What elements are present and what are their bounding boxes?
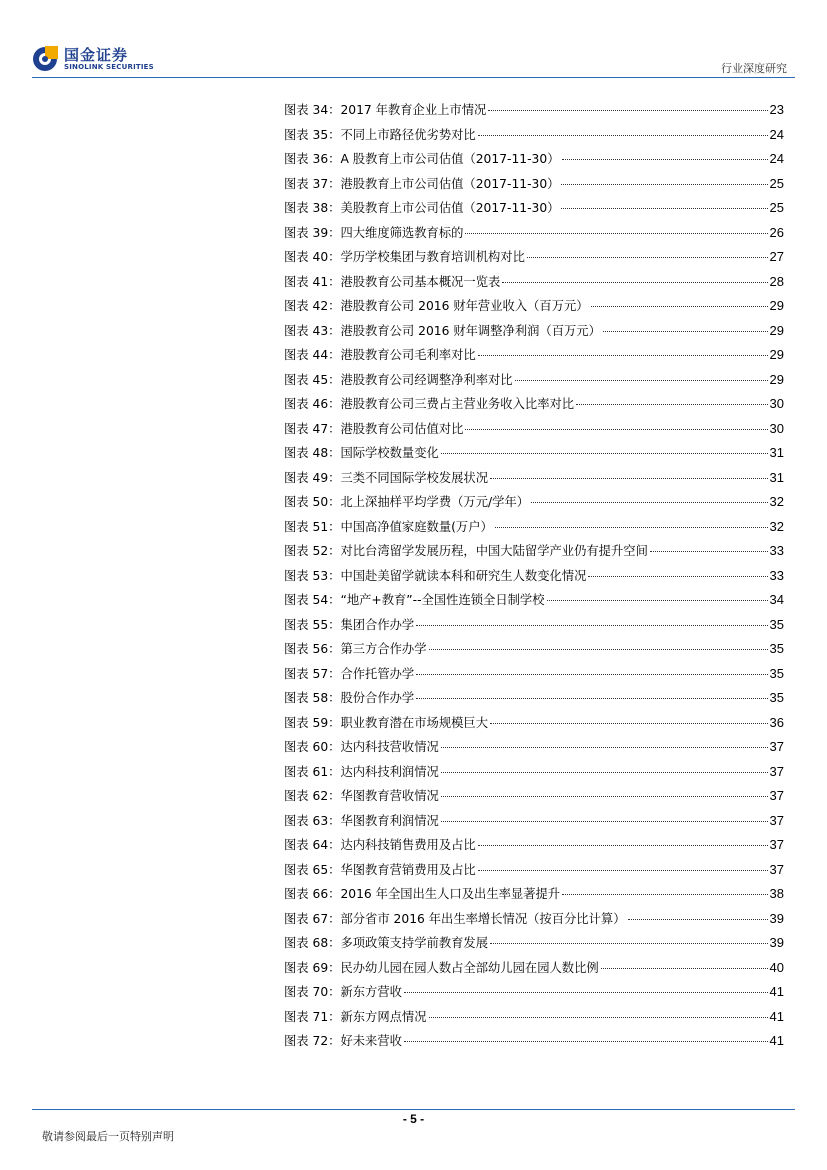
toc-entry[interactable] <box>284 272 784 297</box>
toc-entry-page: 35 <box>769 665 784 681</box>
toc-entry-page: 32 <box>769 518 784 534</box>
toc-entry-page: 29 <box>769 322 784 338</box>
toc-dot-leader <box>441 796 768 797</box>
toc-entry-title: 图表 48：国际学校数量变化 <box>284 446 439 460</box>
toc-dot-leader <box>441 453 768 454</box>
toc-entry[interactable] <box>284 443 784 468</box>
toc-entry-page: 41 <box>769 1008 784 1024</box>
toc-entry-page: 31 <box>769 469 784 485</box>
toc-entry-title: 图表 66：2016 年全国出生人口及出生率显著提升 <box>284 887 561 901</box>
toc-entry-title: 图表 56：第三方合作办学 <box>284 642 427 656</box>
toc-dot-leader <box>601 968 768 969</box>
toc-entry[interactable] <box>284 419 784 444</box>
toc-dot-leader <box>416 698 767 699</box>
toc-entry-page: 25 <box>769 175 784 191</box>
toc-entry-page: 39 <box>769 935 784 950</box>
toc-entry-page: 37 <box>769 837 784 852</box>
toc-entry[interactable] <box>284 1007 784 1032</box>
toc-entry-title: 图表 71：新东方网点情况 <box>284 1009 427 1024</box>
toc-entry-page: 29 <box>769 298 784 313</box>
toc-dot-leader <box>429 1017 768 1018</box>
toc-entry[interactable] <box>284 590 784 615</box>
toc-dot-leader <box>478 355 768 356</box>
toc-entry[interactable] <box>284 1031 784 1056</box>
toc-entry[interactable] <box>284 468 784 493</box>
toc-dot-leader <box>490 723 768 724</box>
toc-entry-title: 图表 40：学历学校集团与教育培训机构对比 <box>284 250 525 264</box>
toc-dot-leader <box>527 257 768 258</box>
toc-entry[interactable] <box>284 198 784 223</box>
toc-dot-leader <box>603 331 768 332</box>
toc-entry-page: 28 <box>769 273 784 289</box>
toc-dot-leader <box>404 1041 768 1042</box>
toc-entry-page: 36 <box>769 714 784 730</box>
toc-dot-leader <box>429 649 768 650</box>
toc-dot-leader <box>562 159 768 160</box>
toc-entry-page: 31 <box>769 445 784 460</box>
toc-dot-leader <box>547 600 768 601</box>
toc-entry-page: 37 <box>769 739 784 754</box>
report-type: 行业深度研究 <box>721 62 787 75</box>
toc-entry[interactable] <box>284 517 784 542</box>
toc-entry-title: 图表 70：新东方营收 <box>284 985 402 999</box>
toc-entry[interactable] <box>284 149 784 174</box>
toc-entry[interactable] <box>284 100 784 125</box>
toc-entry-page: 30 <box>769 396 784 411</box>
toc-entry-title: 图表 47：港股教育公司估值对比 <box>284 421 464 436</box>
disclaimer-note: 敬请参阅最后一页特别声明 <box>42 1130 174 1143</box>
toc-entry-page: 41 <box>769 984 784 999</box>
toc-entry-page: 37 <box>769 788 784 803</box>
toc-entry[interactable] <box>284 321 784 346</box>
table-of-figures <box>284 100 784 1056</box>
toc-dot-leader <box>441 821 768 822</box>
toc-dot-leader <box>441 747 768 748</box>
toc-entry[interactable] <box>284 223 784 248</box>
toc-dot-leader <box>650 551 768 552</box>
toc-entry-title: 图表 54：“地产+教育”--全国性连锁全日制学校 <box>284 593 545 607</box>
toc-entry[interactable] <box>284 174 784 199</box>
toc-entry-title: 图表 39：四大维度筛选教育标的 <box>284 225 464 240</box>
toc-dot-leader <box>515 380 768 381</box>
toc-dot-leader <box>495 527 768 528</box>
toc-entry-page: 35 <box>769 690 784 705</box>
toc-entry-title: 图表 37：港股教育上市公司估值（2017-11-30） <box>284 176 560 191</box>
toc-entry-title: 图表 52：对比台湾留学发展历程，中国大陆留学产业仍有提升空间 <box>284 544 648 558</box>
toc-dot-leader <box>561 208 767 209</box>
toc-dot-leader <box>628 919 768 920</box>
toc-entry-title: 图表 62：华图教育营收情况 <box>284 789 439 803</box>
toc-entry[interactable] <box>284 737 784 762</box>
toc-entry-page: 39 <box>769 910 784 926</box>
toc-entry[interactable] <box>284 492 784 517</box>
toc-entry[interactable] <box>284 958 784 983</box>
toc-entry-title: 图表 50：北上深抽样平均学费（万元/学年） <box>284 495 530 509</box>
toc-entry-title: 图表 44：港股教育公司毛利率对比 <box>284 348 476 362</box>
toc-entry-title: 图表 53：中国赴美留学就读本科和研究生人数变化情况 <box>284 568 587 583</box>
toc-entry-title: 图表 41：港股教育公司基本概况一览表 <box>284 274 501 289</box>
toc-entry[interactable] <box>284 247 784 272</box>
toc-dot-leader <box>562 894 767 895</box>
toc-entry[interactable] <box>284 982 784 1007</box>
toc-entry[interactable] <box>284 884 784 909</box>
page-number: - 5 - <box>402 1112 425 1126</box>
toc-entry-page: 33 <box>769 543 784 558</box>
toc-entry-page: 40 <box>769 959 784 975</box>
toc-entry-title: 图表 42：港股教育公司 2016 财年营业收入（百万元） <box>284 299 589 313</box>
toc-entry[interactable] <box>284 786 784 811</box>
toc-entry[interactable] <box>284 541 784 566</box>
toc-entry-title: 图表 59：职业教育潜在市场规模巨大 <box>284 715 489 730</box>
toc-entry-title: 图表 58：股份合作办学 <box>284 691 415 705</box>
toc-dot-leader <box>588 576 767 577</box>
toc-entry-page: 37 <box>769 763 784 779</box>
toc-entry-title: 图表 72：好未来营收 <box>284 1034 402 1048</box>
toc-entry-title: 图表 63：华图教育利润情况 <box>284 813 439 828</box>
toc-dot-leader <box>404 992 768 993</box>
toc-entry[interactable] <box>284 296 784 321</box>
toc-dot-leader <box>478 870 768 871</box>
toc-entry-page: 24 <box>769 151 784 166</box>
toc-entry-title: 图表 68：多项政策支持学前教育发展 <box>284 936 489 950</box>
toc-entry-page: 35 <box>769 641 784 656</box>
toc-entry[interactable] <box>284 639 784 664</box>
toc-dot-leader <box>591 306 768 307</box>
toc-entry[interactable] <box>284 688 784 713</box>
toc-entry-page: 25 <box>769 200 784 215</box>
toc-dot-leader <box>531 502 767 503</box>
toc-dot-leader <box>502 282 767 283</box>
toc-entry-page: 41 <box>769 1033 784 1048</box>
toc-entry-title: 图表 51：中国高净值家庭数量(万户） <box>284 519 493 534</box>
toc-dot-leader <box>488 110 767 111</box>
toc-entry[interactable] <box>284 860 784 885</box>
toc-entry-title: 图表 61：达内科技利润情况 <box>284 764 439 779</box>
logo-english-name: SINOLINK SECURITIES <box>64 62 154 71</box>
toc-entry[interactable] <box>284 370 784 395</box>
toc-dot-leader <box>465 429 767 430</box>
toc-entry[interactable] <box>284 835 784 860</box>
toc-entry-title: 图表 67：部分省市 2016 年出生率增长情况（按百分比计算） <box>284 911 626 926</box>
toc-entry[interactable] <box>284 615 784 640</box>
toc-entry-page: 23 <box>769 102 784 117</box>
toc-entry-title: 图表 69：民办幼儿园在园人数占全部幼儿园在园人数比例 <box>284 960 599 975</box>
toc-entry-title: 图表 49：三类不同国际学校发展状况 <box>284 470 489 485</box>
toc-dot-leader <box>441 772 768 773</box>
toc-entry-title: 图表 35：不同上市路径优劣势对比 <box>284 127 476 142</box>
toc-entry[interactable] <box>284 345 784 370</box>
toc-entry[interactable] <box>284 762 784 787</box>
toc-entry-page: 38 <box>769 886 784 901</box>
toc-dot-leader <box>490 943 768 944</box>
toc-entry[interactable] <box>284 394 784 419</box>
toc-entry-page: 30 <box>769 420 784 436</box>
toc-entry-title: 图表 64：达内科技销售费用及占比 <box>284 838 476 852</box>
toc-entry[interactable] <box>284 933 784 958</box>
company-logo <box>32 46 154 72</box>
toc-entry-title: 图表 38：美股教育上市公司估值（2017-11-30） <box>284 201 560 215</box>
toc-entry[interactable] <box>284 125 784 150</box>
toc-dot-leader <box>490 478 768 479</box>
toc-dot-leader <box>416 674 767 675</box>
toc-entry-title: 图表 46：港股教育公司三费占主营业务收入比率对比 <box>284 397 575 411</box>
toc-entry-page: 32 <box>769 494 784 509</box>
toc-dot-leader <box>576 404 767 405</box>
toc-entry-page: 27 <box>769 249 784 264</box>
footer-divider <box>32 1109 795 1110</box>
toc-entry[interactable] <box>284 566 784 591</box>
toc-entry[interactable] <box>284 909 784 934</box>
toc-dot-leader <box>561 184 767 185</box>
toc-entry[interactable] <box>284 713 784 738</box>
toc-entry-title: 图表 36：A 股教育上市公司估值（2017-11-30） <box>284 152 560 166</box>
toc-entry-page: 33 <box>769 567 784 583</box>
toc-entry-title: 图表 45：港股教育公司经调整净利率对比 <box>284 372 513 387</box>
toc-entry-title: 图表 43：港股教育公司 2016 财年调整净利润（百万元） <box>284 323 601 338</box>
toc-entry-page: 37 <box>769 812 784 828</box>
toc-entry-title: 图表 57：合作托管办学 <box>284 666 415 681</box>
toc-entry-page: 35 <box>769 616 784 632</box>
toc-dot-leader <box>478 135 768 136</box>
sinolink-logo-icon <box>32 46 58 72</box>
toc-entry-page: 24 <box>769 126 784 142</box>
toc-dot-leader <box>416 625 767 626</box>
toc-entry-title: 图表 60：达内科技营收情况 <box>284 740 439 754</box>
toc-entry-page: 29 <box>769 347 784 362</box>
toc-entry[interactable] <box>284 811 784 836</box>
toc-entry-title: 图表 34：2017 年教育企业上市情况 <box>284 103 487 117</box>
toc-entry-title: 图表 65：华图教育营销费用及占比 <box>284 862 476 877</box>
header-divider <box>32 77 795 78</box>
toc-entry[interactable] <box>284 664 784 689</box>
toc-entry-page: 37 <box>769 861 784 877</box>
toc-entry-page: 34 <box>769 592 784 607</box>
logo-chinese-name: 国金证券 <box>64 45 129 64</box>
toc-dot-leader <box>478 845 768 846</box>
toc-dot-leader <box>465 233 767 234</box>
toc-entry-title: 图表 55：集团合作办学 <box>284 617 415 632</box>
toc-entry-page: 29 <box>769 371 784 387</box>
toc-entry-page: 26 <box>769 224 784 240</box>
